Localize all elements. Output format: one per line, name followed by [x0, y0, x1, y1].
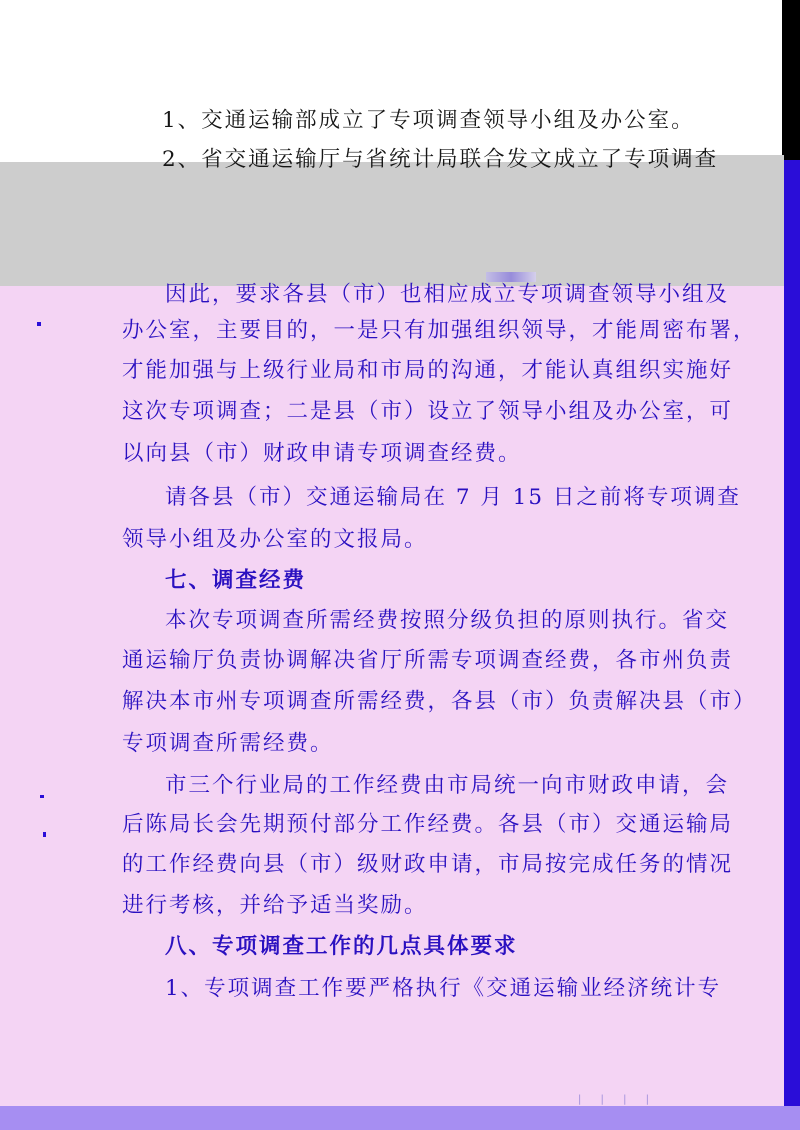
paragraph-line: 办公室，主要目的，一是只有加强组织领导，才能周密布署，: [122, 318, 757, 343]
paragraph-line-clipped: 因此，要求各县（市）也相应成立专项调查领导小组及: [165, 282, 730, 307]
section-7-heading: 七、调查经费: [165, 568, 307, 593]
section-7-line: 本次专项调查所需经费按照分级负担的原则执行。省交: [165, 608, 730, 633]
redaction-band: [0, 162, 784, 286]
section-7-line: 通运输厅负责协调解决省厅所需专项调查经费，各市州负责: [122, 648, 734, 673]
work-fund-line: 后陈局长会先期预付部分工作经费。各县（市）交通运输局: [122, 812, 734, 837]
work-fund-line: 市三个行业局的工作经费由市局统一向市财政申请，会: [165, 773, 730, 798]
deadline-line: 领导小组及办公室的文报局。: [122, 527, 428, 552]
section-8-line: 1、专项调查工作要严格执行《交通运输业经济统计专: [165, 976, 722, 1001]
work-fund-line: 进行考核，并给予适当奖励。: [122, 893, 428, 918]
paragraph-line: 这次专项调查；二是县（市）设立了领导小组及办公室，可: [122, 399, 734, 424]
item-2-line: 2、省交通运输厅与省统计局联合发文成立了专项调查: [162, 147, 719, 172]
scan-edge-black: [782, 0, 800, 160]
scan-bottom-marks: | | | |: [578, 1094, 658, 1105]
paragraph-line: 才能加强与上级行业局和市局的沟通，才能认真组织实施好: [122, 358, 734, 383]
section-7-line: 专项调查所需经费。: [122, 731, 334, 756]
work-fund-line: 的工作经费向县（市）级财政申请，市局按完成任务的情况: [122, 852, 734, 877]
paragraph-line: 以向县（市）财政申请专项调查经费。: [122, 441, 522, 466]
scan-edge-blue: [784, 160, 800, 1106]
scan-bottom-bar: [0, 1106, 800, 1130]
deadline-line: 请各县（市）交通运输局在 7 月 15 日之前将专项调查: [165, 485, 741, 510]
scan-speck: [37, 322, 41, 326]
section-8-heading: 八、专项调查工作的几点具体要求: [165, 934, 518, 959]
item-1-line: 1、交通运输部成立了专项调查领导小组及办公室。: [162, 108, 695, 133]
section-7-line: 解决本市州专项调查所需经费，各县（市）负责解决县（市）: [122, 689, 757, 714]
scan-speck: [40, 795, 44, 798]
scan-speck: [43, 832, 46, 837]
